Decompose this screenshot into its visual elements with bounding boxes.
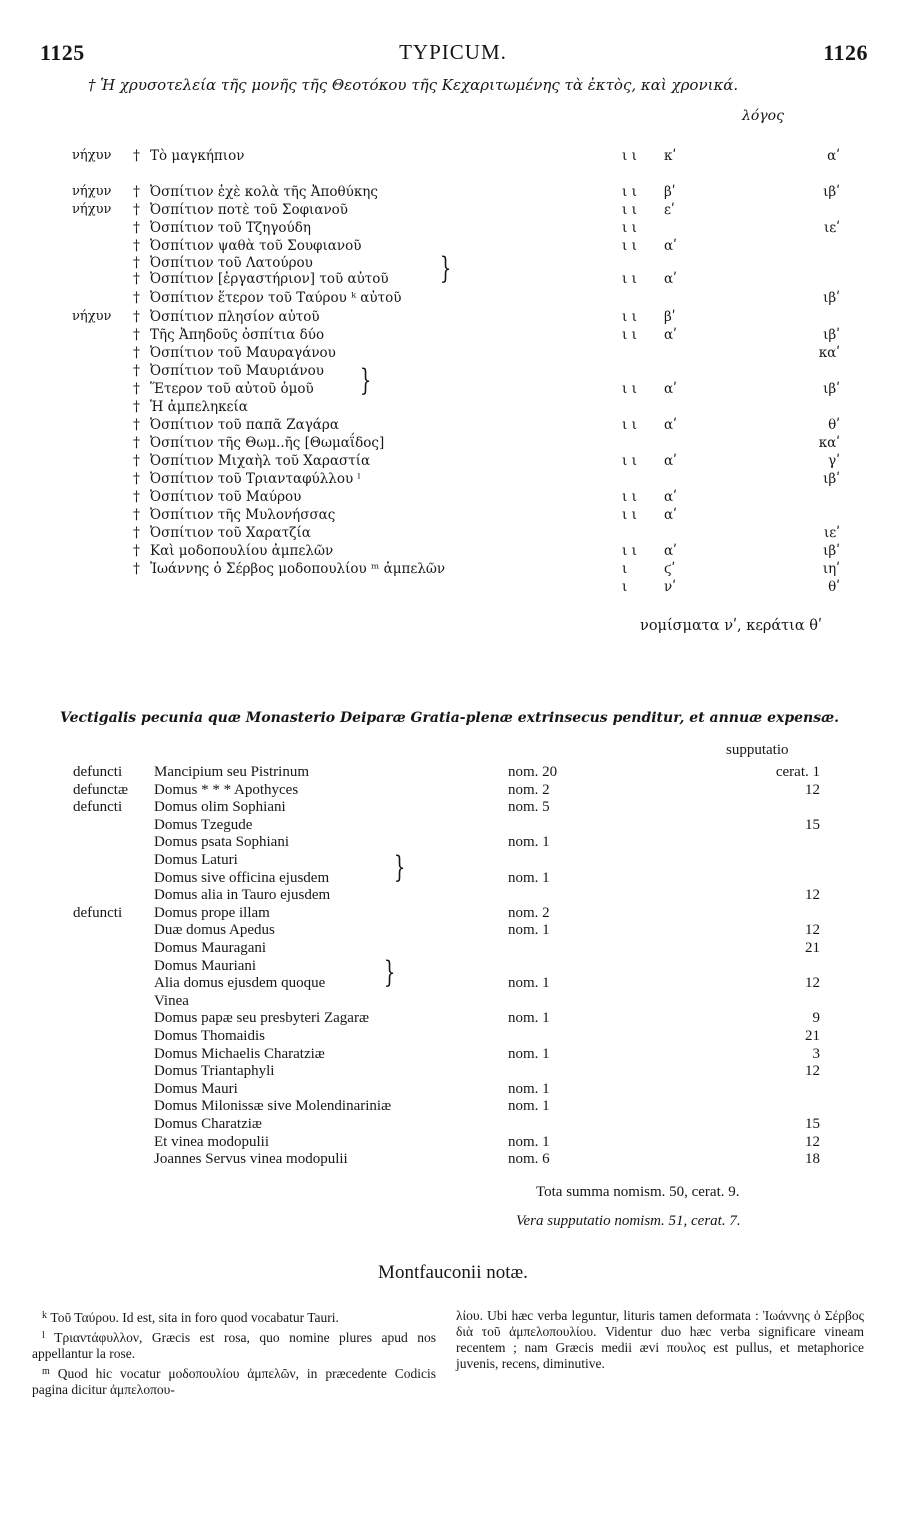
latin-row bbox=[0, 798, 906, 816]
latin-row bbox=[0, 1115, 906, 1133]
greek-row-text: Ἕτερον τοῦ αὐτοῦ ὁμοῦ bbox=[150, 381, 314, 397]
greek-row-nomismata: αʹ bbox=[664, 381, 677, 397]
greek-row-keratia: αʹ bbox=[827, 148, 840, 164]
greek-row-keratia: θʹ bbox=[828, 417, 840, 433]
latin-row-ceratia: 21 bbox=[805, 1028, 820, 1044]
greek-row bbox=[0, 237, 906, 255]
latin-row-nomismata: nom. 5 bbox=[508, 799, 550, 815]
greek-row-nomismata: αʹ bbox=[664, 543, 677, 559]
greek-row-text: Ὀσπίτιον πλησίον αὐτοῦ bbox=[150, 309, 320, 325]
greek-row-marks: ι ι bbox=[622, 381, 637, 397]
greek-row bbox=[0, 506, 906, 524]
greek-row-text: Ὀσπίτιον ἐχὲ κολὰ τῆς Ἀποθύκης bbox=[150, 184, 378, 200]
latin-brace-2: } bbox=[383, 955, 396, 990]
greek-row-keratia: ιβʹ bbox=[823, 471, 840, 487]
latin-row-text: Domus Triantaphyli bbox=[154, 1063, 275, 1079]
greek-row bbox=[0, 380, 906, 398]
greek-row-prefix: νήχυν bbox=[72, 184, 112, 199]
greek-row bbox=[0, 398, 906, 416]
cross-mark: † bbox=[133, 220, 140, 236]
greek-row-keratia: ιβʹ bbox=[823, 290, 840, 306]
greek-row bbox=[0, 542, 906, 560]
latin-row-nomismata: nom. 1 bbox=[508, 834, 550, 850]
latin-row-text: Domus psata Sophiani bbox=[154, 834, 289, 850]
latin-row bbox=[0, 1062, 906, 1080]
latin-row-nomismata: nom. 1 bbox=[508, 1010, 550, 1026]
cross-mark: † bbox=[133, 271, 140, 287]
greek-row-prefix: νήχυν bbox=[72, 309, 112, 324]
greek-row bbox=[0, 326, 906, 344]
greek-row bbox=[0, 289, 906, 307]
latin-row-prefix: defuncti bbox=[73, 764, 123, 780]
latin-row bbox=[0, 939, 906, 957]
greek-row bbox=[0, 201, 906, 219]
latin-row bbox=[0, 816, 906, 834]
running-title: TYPICUM. bbox=[399, 40, 507, 64]
greek-brace-2: } bbox=[359, 363, 372, 398]
greek-row bbox=[0, 488, 906, 506]
greek-row-marks: ι ι bbox=[622, 489, 637, 505]
greek-row-marks: ι ι bbox=[622, 327, 637, 343]
latin-row-ceratia: 12 bbox=[805, 887, 820, 903]
greek-row-nomismata: κʹ bbox=[664, 148, 677, 164]
cross-mark: † bbox=[133, 399, 140, 415]
latin-row bbox=[0, 1097, 906, 1115]
footnote bbox=[32, 1328, 436, 1362]
latin-row-text: Et vinea modopulii bbox=[154, 1134, 269, 1150]
latin-row-text: Domus prope illam bbox=[154, 905, 270, 921]
latin-section-title: Vectigalis pecunia quæ Monasterio Deiparæ Gratia-plenæ extrinsecus penditur, et annuæ expensæ. bbox=[60, 710, 839, 726]
greek-row-nomismata: αʹ bbox=[664, 238, 677, 254]
greek-row-marks: ι ι bbox=[622, 271, 637, 287]
greek-row-text: Ὀσπίτιον [ἐργαστήριον] τοῦ αὐτοῦ bbox=[150, 271, 389, 287]
latin-row-prefix: defuncti bbox=[73, 799, 123, 815]
greek-row-text: Ὀσπίτιον τῆς Μυλονήσσας bbox=[150, 507, 336, 523]
running-header bbox=[0, 40, 906, 68]
greek-brace-1: } bbox=[439, 251, 452, 286]
cross-mark: † bbox=[133, 489, 140, 505]
greek-row-nomismata: αʹ bbox=[664, 489, 677, 505]
greek-row-marks: ι ι bbox=[622, 238, 637, 254]
latin-row bbox=[0, 1150, 906, 1168]
greek-row-text: Τὸ μαγκήπιον bbox=[150, 148, 245, 164]
greek-row-marks: ι ι bbox=[622, 184, 637, 200]
latin-row-text: Domus Thomaidis bbox=[154, 1028, 265, 1044]
greek-row-prefix: νήχυν bbox=[72, 148, 112, 163]
latin-row bbox=[0, 992, 906, 1010]
latin-row-ceratia: 3 bbox=[812, 1046, 820, 1062]
latin-row-text: Domus Laturi bbox=[154, 852, 238, 868]
footnote bbox=[32, 1308, 436, 1326]
greek-row-nomismata: βʹ bbox=[664, 309, 676, 325]
cross-mark: † bbox=[133, 507, 140, 523]
greek-row bbox=[0, 344, 906, 362]
latin-row-ceratia: 15 bbox=[805, 1116, 820, 1132]
latin-row bbox=[0, 957, 906, 975]
latin-row-text: Duæ domus Apedus bbox=[154, 922, 275, 938]
greek-row-marks: ι ι bbox=[622, 507, 637, 523]
greek-row-text: Ἡ ἀμπεληκεία bbox=[150, 399, 248, 415]
greek-row-text: Ὀσπίτιον τοῦ παπᾶ Ζαγάρα bbox=[150, 417, 339, 433]
greek-row-marks: ι ι bbox=[622, 417, 637, 433]
footnote-text: Τοῦ Ταύρου. Id est, sita in foro quod vocabatur Tauri. bbox=[50, 1310, 339, 1325]
latin-row bbox=[0, 974, 906, 992]
greek-row-keratia: ιβʹ bbox=[823, 543, 840, 559]
cross-mark: † bbox=[133, 381, 140, 397]
greek-row bbox=[0, 434, 906, 452]
latin-row-text: Domus Mauragani bbox=[154, 940, 267, 956]
greek-row-text: Ὀσπίτιον τοῦ Χαρατζία bbox=[150, 525, 311, 541]
greek-row bbox=[0, 560, 906, 578]
latin-row-text: Domus Tzegude bbox=[154, 817, 253, 833]
greek-row-text: Ὀσπίτιον τοῦ Τζηγούδη bbox=[150, 220, 311, 236]
latin-row-ceratia: 12 bbox=[805, 782, 820, 798]
footnote-mark: k bbox=[42, 1310, 47, 1321]
greek-row-marks: ι bbox=[622, 561, 628, 577]
cross-mark: † bbox=[133, 309, 140, 325]
latin-row bbox=[0, 1027, 906, 1045]
latin-row bbox=[0, 904, 906, 922]
greek-row-prefix: νήχυν bbox=[72, 202, 112, 217]
greek-row-text: Ὀσπίτιον ἕτερον τοῦ Ταύρου ᵏ αὐτοῦ bbox=[150, 290, 402, 306]
latin-row-ceratia: 9 bbox=[812, 1010, 820, 1026]
cross-mark: † bbox=[133, 435, 140, 451]
latin-row-nomismata: nom. 2 bbox=[508, 905, 550, 921]
greek-row-text: Ὀσπίτιον Μιχαὴλ τοῦ Χαραστία bbox=[150, 453, 371, 469]
latin-row-ceratia: 12 bbox=[805, 1134, 820, 1150]
greek-row-text: Τῆς Ἀπηδοῦς ὀσπίτια δύο bbox=[150, 327, 325, 343]
latin-row-text: Domus sive officina ejusdem bbox=[154, 870, 330, 886]
cross-mark: † bbox=[133, 525, 140, 541]
latin-row-nomismata: nom. 1 bbox=[508, 1134, 550, 1150]
greek-row bbox=[0, 524, 906, 542]
latin-total-sum: Tota summa nomism. 50, cerat. 9. bbox=[536, 1184, 740, 1200]
latin-row-text: Mancipium seu Pistrinum bbox=[154, 764, 309, 780]
notes-heading: Montfauconii notæ. bbox=[378, 1262, 528, 1283]
greek-row-text: Ὀσπίτιον τῆς Θωμ..ῆς [Θωμαΐδος] bbox=[150, 435, 385, 451]
greek-row bbox=[0, 470, 906, 488]
greek-row-keratia: θʹ bbox=[828, 579, 840, 595]
greek-row-text: Ἰωάννης ὁ Σέρβος μοδοπουλίου ᵐ ἀμπελῶν bbox=[150, 561, 446, 577]
latin-row-nomismata: nom. 1 bbox=[508, 1098, 550, 1114]
greek-row-nomismata: αʹ bbox=[664, 507, 677, 523]
latin-row bbox=[0, 1080, 906, 1098]
page-number-left: 1125 bbox=[40, 40, 85, 65]
latin-row-text: Domus olim Sophiani bbox=[154, 799, 286, 815]
greek-row-keratia: ιεʹ bbox=[823, 220, 840, 236]
greek-row-keratia: καʹ bbox=[818, 435, 840, 451]
latin-row-nomismata: nom. 1 bbox=[508, 1081, 550, 1097]
latin-row bbox=[0, 869, 906, 887]
greek-row bbox=[0, 452, 906, 470]
greek-row-nomismata: νʹ bbox=[664, 579, 676, 595]
footnote-mark: l bbox=[42, 1330, 45, 1341]
latin-row-nomismata: nom. 2 bbox=[508, 782, 550, 798]
latin-row-nomismata: nom. 1 bbox=[508, 922, 550, 938]
latin-row-text: Domus * * * Apothyces bbox=[154, 782, 299, 798]
greek-row-text: Ὀσπίτιον τοῦ Λατούρου bbox=[150, 255, 313, 271]
footnote bbox=[456, 1308, 864, 1372]
latin-row-nomismata: nom. 1 bbox=[508, 975, 550, 991]
greek-row bbox=[0, 578, 906, 596]
logos-label: λόγος bbox=[742, 108, 784, 124]
greek-row-keratia: ιηʹ bbox=[822, 561, 840, 577]
page-number-right: 1126 bbox=[823, 40, 868, 65]
greek-row-text: Ὀσπίτιον τοῦ Μαυραγάνου bbox=[150, 345, 336, 361]
latin-row-text: Domus Charatziæ bbox=[154, 1116, 262, 1132]
latin-true-total: Vera supputatio nomism. 51, cerat. 7. bbox=[516, 1213, 741, 1229]
cross-mark: † bbox=[133, 290, 140, 306]
greek-row-text: Ὀσπίτιον τοῦ Μαυριάνου bbox=[150, 363, 324, 379]
footnote-text: Quod hic vocatur μοδοπουλίου ἀμπελῶν, in præcedente Codicis pagina dicitur ἀμπελοπου- bbox=[32, 1366, 436, 1397]
cross-mark: † bbox=[133, 561, 140, 577]
greek-row-text: Ὀσπίτιον τοῦ Μαύρου bbox=[150, 489, 302, 505]
greek-row-marks: ι bbox=[622, 579, 628, 595]
greek-row-text: Ὀσπίτιον ψαθὰ τοῦ Σουφιανοῦ bbox=[150, 238, 362, 254]
latin-row-ceratia: 21 bbox=[805, 940, 820, 956]
greek-row-nomismata: αʹ bbox=[664, 271, 677, 287]
greek-row-keratia: ιβʹ bbox=[823, 327, 840, 343]
greek-row-nomismata: βʹ bbox=[664, 184, 676, 200]
greek-row-nomismata: ϛʹ bbox=[664, 561, 676, 577]
latin-row-nomismata: nom. 1 bbox=[508, 870, 550, 886]
latin-row-text: Alia domus ejusdem quoque bbox=[154, 975, 326, 991]
latin-row-text: Domus papæ seu presbyteri Zagaræ bbox=[154, 1010, 369, 1026]
latin-row-ceratia: 18 bbox=[805, 1151, 820, 1167]
greek-row bbox=[0, 183, 906, 201]
cross-mark: † bbox=[133, 238, 140, 254]
cross-mark: † bbox=[133, 327, 140, 343]
greek-row-marks: ι ι bbox=[622, 220, 637, 236]
greek-row-keratia: ιβʹ bbox=[823, 184, 840, 200]
greek-row bbox=[0, 416, 906, 434]
greek-section-title: † Ἡ χρυσοτελεία τῆς μονῆς τῆς Θεοτόκου τῆς Κεχαριτωμένης τὰ ἐκτὸς, καὶ χρονικά. bbox=[88, 76, 739, 94]
latin-row bbox=[0, 921, 906, 939]
latin-row-ceratia: cerat. 1 bbox=[775, 764, 820, 780]
greek-row-text: Καὶ μοδοπουλίου ἀμπελῶν bbox=[150, 543, 334, 559]
greek-row-nomismata: εʹ bbox=[664, 202, 675, 218]
greek-row-nomismata: αʹ bbox=[664, 327, 677, 343]
latin-row-nomismata: nom. 20 bbox=[508, 764, 558, 780]
latin-row bbox=[0, 781, 906, 799]
greek-row-marks: ι ι bbox=[622, 543, 637, 559]
latin-row bbox=[0, 1009, 906, 1027]
greek-row bbox=[0, 147, 906, 165]
latin-row-text: Domus Mauriani bbox=[154, 958, 257, 974]
latin-row-text: Domus alia in Tauro ejusdem bbox=[154, 887, 331, 903]
latin-row-prefix: defuncti bbox=[73, 905, 123, 921]
latin-row-text: Domus Mauri bbox=[154, 1081, 238, 1097]
latin-row-ceratia: 12 bbox=[805, 1063, 820, 1079]
greek-row-marks: ι ι bbox=[622, 453, 637, 469]
cross-mark: † bbox=[133, 471, 140, 487]
cross-mark: † bbox=[133, 255, 140, 271]
greek-row bbox=[0, 270, 906, 288]
greek-row-marks: ι ι bbox=[622, 309, 637, 325]
footnote-text: λίου. Ubi hæc verba leguntur, lituris tamen deformata : Ἰωάννης ὁ Σέρβος διὰ τοῦ ἀμπελοπουλίου. Videntur duo hæc verba significare vineam recentem ; nam Græcis medii ævi πουλος est pullus, et metaphorice juvenis, recens, diminutive. bbox=[456, 1308, 864, 1371]
supputatio-label: supputatio bbox=[726, 742, 789, 758]
latin-row-text: Joannes Servus vinea modopulii bbox=[154, 1151, 348, 1167]
latin-row-prefix: defunctæ bbox=[73, 782, 128, 798]
notes-left-column bbox=[32, 1308, 436, 1400]
greek-row-text: Ὀσπίτιον ποτὲ τοῦ Σοφιανοῦ bbox=[150, 202, 349, 218]
latin-row-nomismata: nom. 6 bbox=[508, 1151, 550, 1167]
greek-row-keratia: ιεʹ bbox=[823, 525, 840, 541]
greek-row-nomismata: αʹ bbox=[664, 453, 677, 469]
cross-mark: † bbox=[133, 417, 140, 433]
latin-row-ceratia: 15 bbox=[805, 817, 820, 833]
greek-row bbox=[0, 362, 906, 380]
greek-row-marks: ι ι bbox=[622, 148, 637, 164]
cross-mark: † bbox=[133, 543, 140, 559]
greek-row bbox=[0, 308, 906, 326]
greek-row-text: Ὀσπίτιον τοῦ Τριανταφύλλου ˡ bbox=[150, 471, 361, 487]
latin-row-text: Domus Michaelis Charatziæ bbox=[154, 1046, 325, 1062]
latin-row-text: Domus Milonissæ sive Molendinariniæ bbox=[154, 1098, 392, 1114]
greek-row-keratia: γʹ bbox=[828, 453, 840, 469]
latin-row-ceratia: 12 bbox=[805, 975, 820, 991]
latin-row bbox=[0, 1045, 906, 1063]
cross-mark: † bbox=[133, 363, 140, 379]
latin-row-text: Vinea bbox=[154, 993, 189, 1009]
latin-row bbox=[0, 886, 906, 904]
latin-row bbox=[0, 763, 906, 781]
cross-mark: † bbox=[133, 453, 140, 469]
greek-row-marks: ι ι bbox=[622, 202, 637, 218]
latin-row-ceratia: 12 bbox=[805, 922, 820, 938]
cross-mark: † bbox=[133, 202, 140, 218]
greek-row-keratia: ιβʹ bbox=[823, 381, 840, 397]
latin-row bbox=[0, 851, 906, 869]
latin-row bbox=[0, 833, 906, 851]
cross-mark: † bbox=[133, 345, 140, 361]
greek-total: νομίσματα νʹ, κεράτια θʹ bbox=[640, 618, 823, 634]
cross-mark: † bbox=[133, 148, 140, 164]
greek-row bbox=[0, 219, 906, 237]
greek-row-nomismata: αʹ bbox=[664, 417, 677, 433]
notes-right-column bbox=[456, 1308, 864, 1374]
footnote-mark: m bbox=[42, 1366, 50, 1377]
cross-mark: † bbox=[133, 184, 140, 200]
greek-row-keratia: καʹ bbox=[818, 345, 840, 361]
footnote bbox=[32, 1364, 436, 1398]
latin-row-nomismata: nom. 1 bbox=[508, 1046, 550, 1062]
latin-brace-1: } bbox=[393, 850, 406, 885]
footnote-text: Τριαντάφυλλον, Græcis est rosa, quo nomine plures apud nos appellantur la rose. bbox=[32, 1330, 436, 1361]
latin-row bbox=[0, 1133, 906, 1151]
